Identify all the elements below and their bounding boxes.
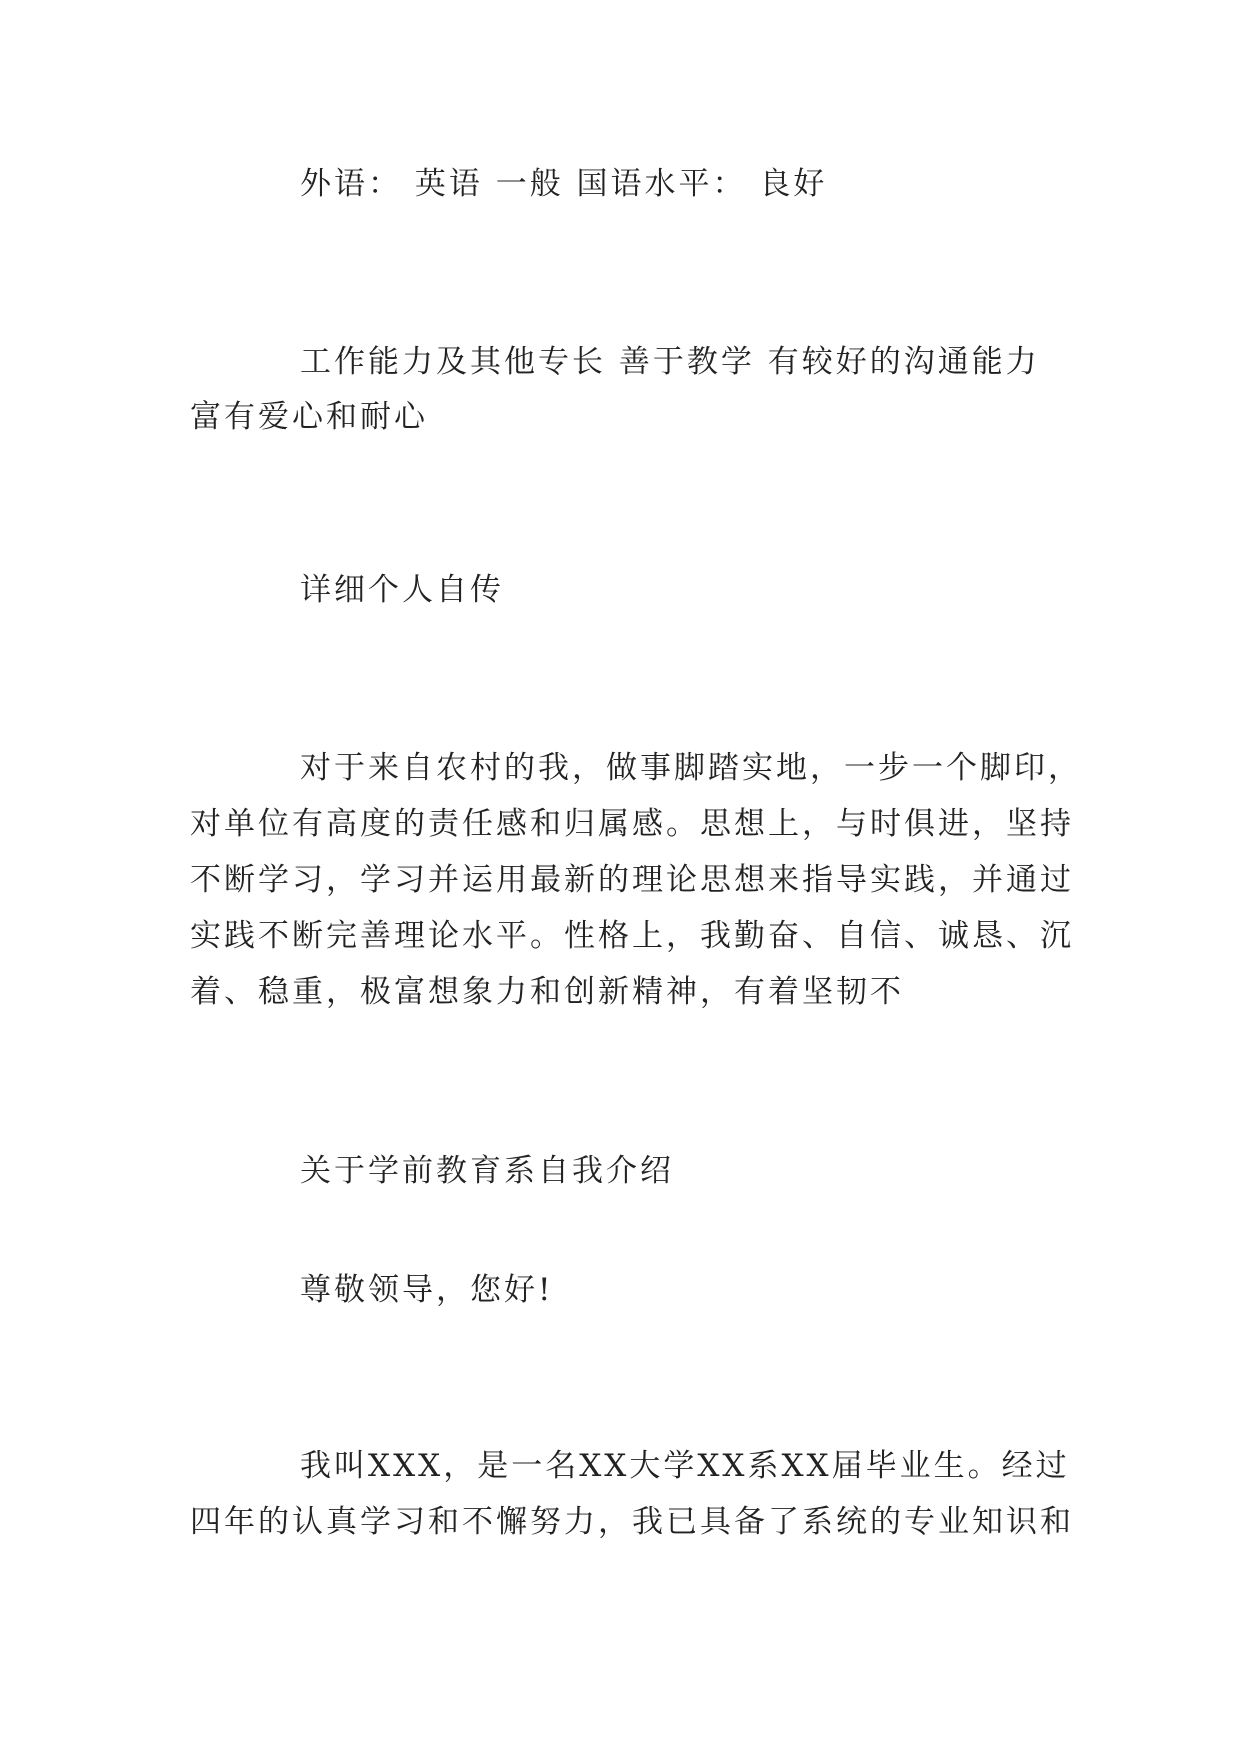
autobiography-heading: 详细个人自传: [300, 572, 504, 608]
autobiography-line-4: 实践不断完善理论水平。性格上，我勤奋、自信、诚恳、沉: [190, 918, 1074, 954]
greeting-line: 尊敬领导，您好!: [300, 1272, 554, 1308]
introduction-line-2: 四年的认真学习和不懈努力，我已具备了系统的专业知识和: [190, 1504, 1074, 1540]
self-introduction-title: 关于学前教育系自我介绍: [300, 1153, 674, 1189]
language-skills-line: 外语： 英语 一般 国语水平： 良好: [300, 166, 828, 202]
autobiography-line-3: 不断学习，学习并运用最新的理论思想来指导实践，并通过: [190, 862, 1074, 898]
autobiography-line-5: 着、稳重，极富想象力和创新精神，有着坚韧不: [190, 974, 904, 1010]
abilities-line-2: 富有爱心和耐心: [190, 399, 428, 435]
introduction-line-1: 我叫XXX，是一名XX大学XX系XX届毕业生。经过: [300, 1448, 1070, 1484]
abilities-line-1: 工作能力及其他专长 善于教学 有较好的沟通能力: [300, 344, 1040, 380]
autobiography-line-2: 对单位有高度的责任感和归属感。思想上，与时俱进，坚持: [190, 806, 1074, 842]
autobiography-line-1: 对于来自农村的我，做事脚踏实地，一步一个脚印，: [300, 750, 1082, 786]
